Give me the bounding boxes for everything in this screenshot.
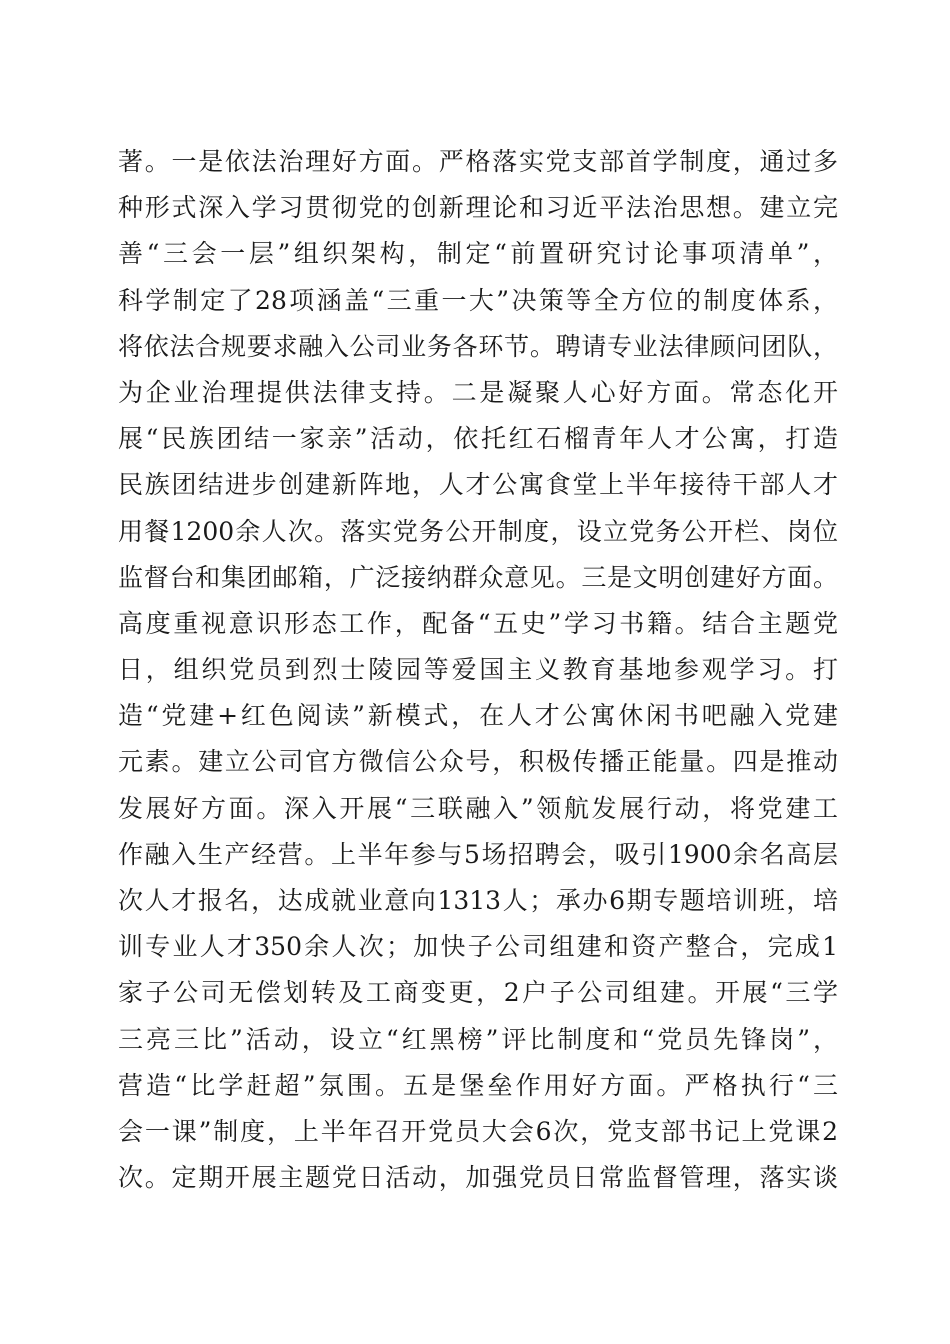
text-line: 用餐1200余人次。落实党务公开制度，设立党务公开栏、岗位	[118, 516, 838, 546]
text-line: 善“三会一层”组织架构，制定“前置研究讨论事项清单”，	[118, 239, 838, 269]
body-text	[118, 139, 838, 1201]
text-line: 种形式深入学习贯彻党的创新理论和习近平法治思想。建立完	[118, 193, 838, 223]
text-line: 展“民族团结一家亲”活动，依托红石榴青年人才公寓，打造	[118, 424, 838, 454]
text-line: 造“党建+红色阅读”新模式，在人才公寓休闲书吧融入党建	[118, 701, 838, 731]
text-line: 著。一是依法治理好方面。严格落实党支部首学制度，通过多	[118, 147, 838, 176]
text-line: 为企业治理提供法律支持。二是凝聚人心好方面。常态化开	[118, 377, 838, 407]
text-line: 营造“比学赶超”氛围。五是堡垒作用好方面。严格执行“三	[118, 1070, 838, 1100]
text-line: 日，组织党员到烈士陵园等爱国主义教育基地参观学习。打	[118, 655, 838, 685]
text-line: 元素。建立公司官方微信公众号，积极传播正能量。四是推动	[118, 747, 838, 777]
text-line: 高度重视意识形态工作，配备“五史”学习书籍。结合主题党	[118, 608, 838, 638]
text-line: 次人才报名，达成就业意向1313人；承办6期专题培训班，培	[118, 886, 838, 915]
text-line: 作融入生产经营。上半年参与5场招聘会，吸引1900余名高层	[118, 839, 838, 869]
text-line: 监督台和集团邮箱，广泛接纳群众意见。三是文明创建好方面。	[118, 562, 838, 592]
text-line: 三亮三比”活动，设立“红黑榜”评比制度和“党员先锋岗”，	[118, 1024, 838, 1054]
text-line: 将依法合规要求融入公司业务各环节。聘请专业法律顾问团队，	[118, 331, 838, 361]
text-line: 家子公司无偿划转及工商变更，2户子公司组建。开展“三学	[118, 978, 838, 1008]
text-line: 训专业人才350余人次；加快子公司组建和资产整合，完成1	[118, 932, 838, 962]
text-line: 民族团结进步创建新阵地，人才公寓食堂上半年接待干部人才	[118, 470, 838, 500]
text-line: 发展好方面。深入开展“三联融入”领航发展行动，将党建工	[118, 793, 838, 823]
text-line: 会一课”制度，上半年召开党员大会6次，党支部书记上党课2	[118, 1116, 838, 1146]
text-line: 科学制定了28项涵盖“三重一大”决策等全方位的制度体系，	[118, 285, 838, 315]
text-line: 次。定期开展主题党日活动，加强党员日常监督管理，落实谈	[118, 1163, 838, 1193]
